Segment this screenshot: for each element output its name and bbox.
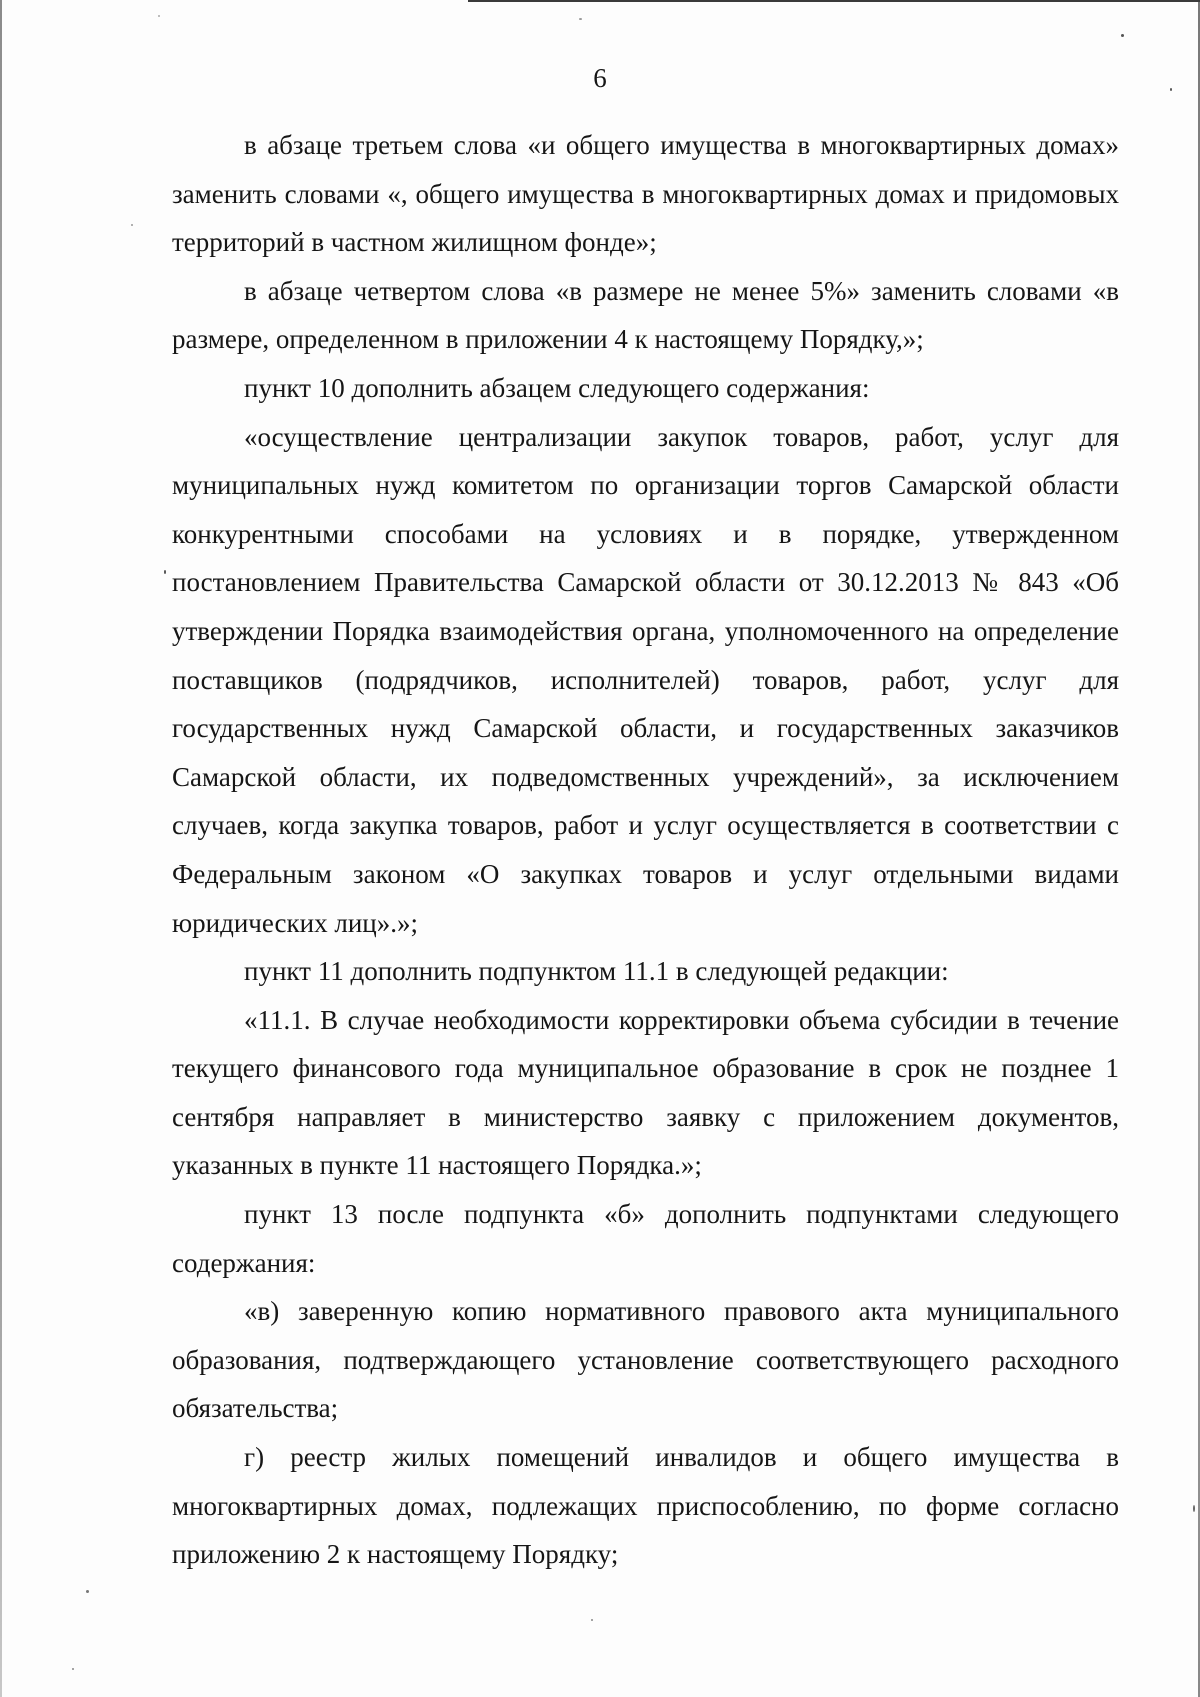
paragraph: «осуществление централизации закупок товаров, работ, услуг для муниципальных нужд комитетом по организации торгов Самарской области конкурентными способами на условиях и в порядке, утвержденном постановлением Правительства Самарской области от 30.12.2013 № 843 «Об утверждении Порядка взаимодействия органа, уполномоченного на определение поставщиков (подрядчиков, исполнителей) товаров, работ, услуг для государственных нужд Самарской области, и государственных заказчиков Самарской области, их подведомственных учреждений», за исключением случаев, когда закупка товаров, работ и услуг осуществляется в соответствии с Федеральным законом «О закупках товаров и услуг отдельными видами юридических лиц».»; [172,421,1119,938]
paragraph: г) реестр жилых помещений инвалидов и общего имущества в многоквартирных домах, подлежащих приспособлению, по форме согласно приложению 2 к настоящему Порядку; [172,1442,1119,1570]
paragraph: «11.1. В случае необходимости корректировки объема субсидии в течение текущего финансового года муниципальное образование в срок не позднее 1 сентября направляет в министерство заявку с приложением документов, указанных в пункте 11 настоящего Порядка.»; [172,1004,1119,1181]
paragraph: «в) заверенную копию нормативного правового акта муниципального образования, подтверждающего установление соответствующего расходного обязательства; [172,1296,1119,1424]
scan-speck [86,1590,89,1593]
paragraph: в абзаце третьем слова «и общего имущества в многоквартирных домах» заменить словами «, общего имущества в многоквартирных домах и придомовых территорий в частном жилищном фонде»; [172,130,1119,258]
paragraph: пункт 11 дополнить подпунктом 11.1 в следующей редакции: [244,956,949,987]
sheet-top-edge [468,0,1200,2]
scan-speck [72,1668,74,1670]
page-number: 6 [593,63,607,93]
scan-speck [131,224,133,226]
scan-speck [579,18,582,20]
scan-speck [164,570,166,574]
sheet-left-edge [0,0,2,1697]
scan-speck [1193,1505,1195,1512]
paragraph: в абзаце четвертом слова «в размере не менее 5%» заменить словами «в размере, определенном в приложении 4 к настоящему Порядку,»; [172,275,1119,355]
document-body [172,121,1119,1579]
paragraph: пункт 13 после подпункта «б» дополнить подпунктами следующего содержания: [172,1199,1119,1278]
scan-speck [1121,34,1124,37]
scan-speck [158,15,160,17]
paragraph: пункт 10 дополнить абзацем следующего содержания: [244,372,870,403]
scan-speck [591,1619,593,1621]
